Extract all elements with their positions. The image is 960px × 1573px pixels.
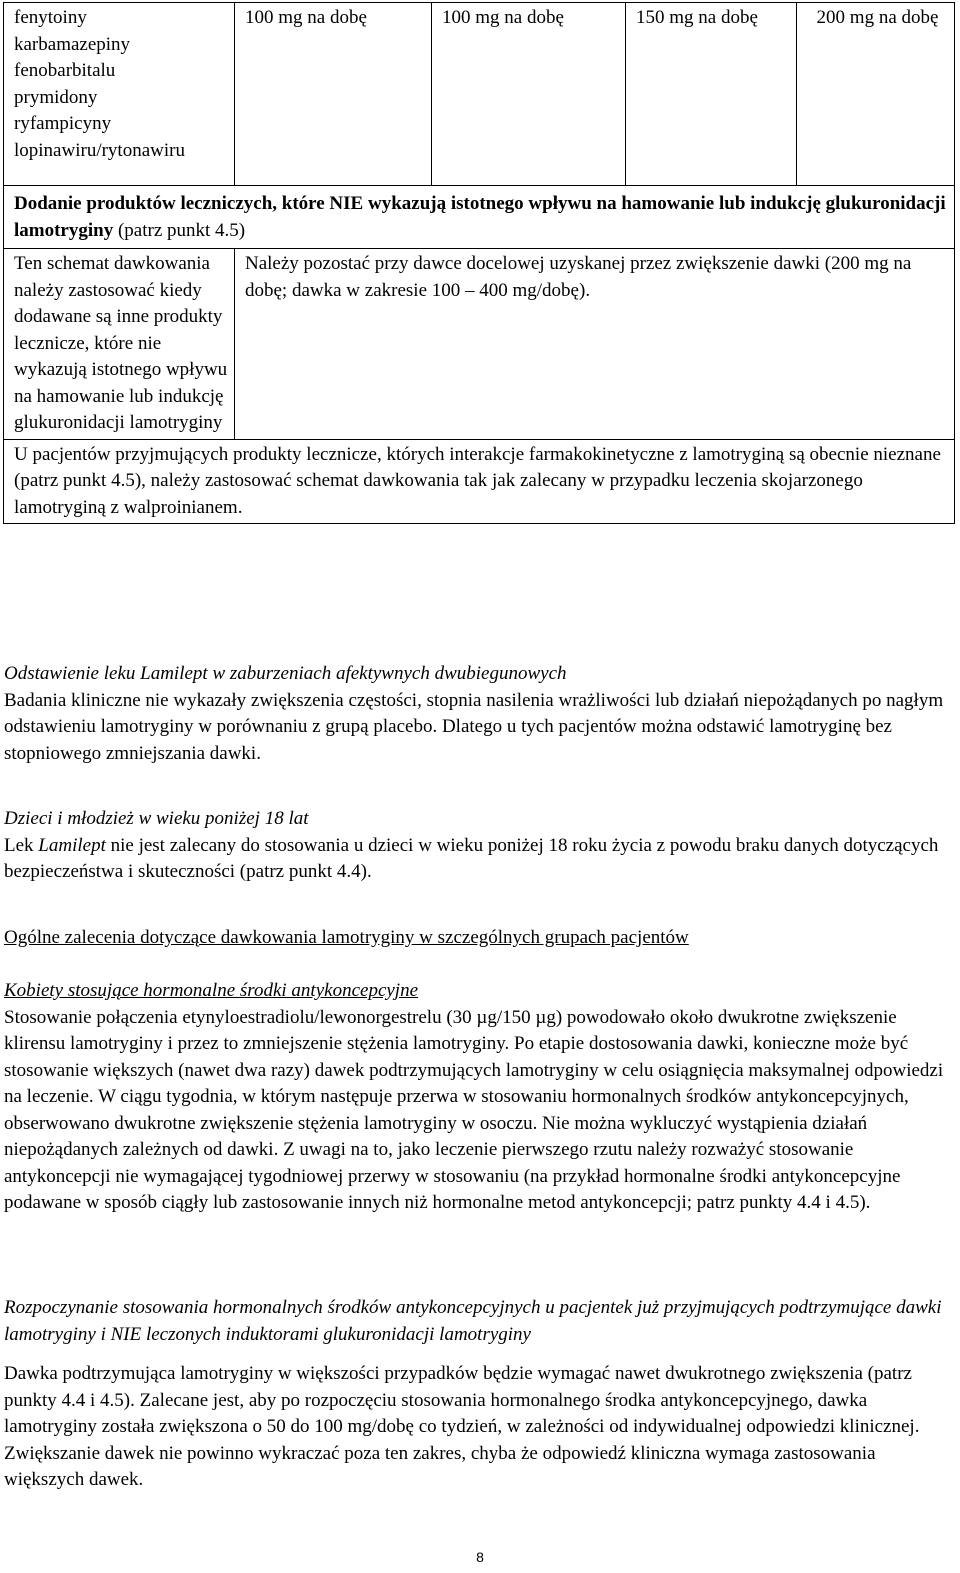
contraceptives-body: Stosowanie połączenia etynyloestradiolu/lewonorgestrelu (30 µg/150 µg) powodowało około dwukrotne zwiększenie klirensu lamotryginy i przez to zmniejszenie stężenia lamotryginy. Po etapie dostosowania dawki, konieczne może być stosowanie większych (nawet dwa razy) dawek podtrzymujących lamotryginy w celu osiągnięcia maksymalnej odpowiedzi na leczenie. W ciągu tygodnia, w którym następuje przerwa w stosowaniu hormonalnych środków antykoncepcyjnych, obserwowano dwukrotne zwiększenie stężenia lamotryginy w osoczu. Nie można wykluczyć wystąpienia działań niepożądanych zależnych od dawki. Z uwagi na to, jako leczenie pierwszego rzutu należy rozważyć stosowanie antykoncepcji nie wymagającej tygodniowej przerwy w stosowaniu (na przykład hormonalne środki antykoncepcyjne podawane w sposób ciągły lub zastosowanie innych niż hormonalne metod antykoncepcji; patrz punkty 4.4 i 4.5). — [4, 1006, 944, 1213]
table-row-unknown-interaction — [4, 439, 955, 524]
children-body-brand: Lamilept — [38, 834, 106, 856]
withdrawal-title: Odstawienie leku Lamilept w zaburzeniach afektywnych dwubiegunowych — [4, 663, 567, 684]
contraceptives-title: Kobiety stosujące hormonalne środki antykoncepcyjne — [4, 980, 419, 1001]
inducer-drug-list: fenytoiny karbamazepiny fenobarbitalu prymidony ryfampicyny lopinawiru/rytonawiru — [4, 3, 235, 186]
contraceptives-section — [4, 978, 954, 1217]
unknown-interaction-note: U pacjentów przyjmujących produkty lecznicze, których interakcje farmakokinetyczne z lamotryginą są obecnie nieznane (patrz punkt 4.5), należy zastosować schemat dawkowania tak jak zalecany w przypadku leczenia skojarzonego lamotryginą z walproinianem. — [4, 439, 955, 524]
starting-body: Dawka podtrzymująca lamotryginy w większości przypadków będzie wymagać nawet dwukrotnego zwiększenia (patrz punkty 4.4 i 4.5). Zalecane jest, aby po rozpoczęciu stosowania hormonalnego środka antykoncepcyjnego, dawka lamotryginy została zwiększona o 50 do 100 mg/dobę co tydzień, w zależności od indywidualnej odpowiedzi klinicznej. Zwiększanie dawek nie powinno wykraczać poza ten zakres, chyba że odpowiedź kliniczna wymaga zastosowania większych dawek. — [4, 1363, 920, 1490]
children-body — [4, 833, 954, 886]
table-row-inducers — [4, 3, 955, 186]
no-interaction-heading — [4, 186, 955, 249]
children-body-post: nie jest zalecany do stosowania u dzieci w wieku poniżej 18 roku życia z powodu braku danych dotyczących bezpieczeństwa i skuteczności (patrz punkt 4.4). — [4, 834, 939, 882]
no-interaction-instruction: Należy pozostać przy dawce docelowej uzyskanej przez zwiększenie dawki (200 mg na dobę; dawka w zakresie 100 – 400 mg/dobę). — [235, 249, 955, 440]
page-number: 8 — [476, 1549, 484, 1565]
no-interaction-heading-bold: Dodanie produktów leczniczych, które NIE wykazują istotnego wpływu na hamowanie lub indukcję glukuronidacji lamotryginy — [14, 193, 946, 241]
general-section — [4, 925, 954, 952]
dose-week-4: 200 mg na dobę — [797, 3, 955, 186]
general-title: Ogólne zalecenia dotyczące dawkowania lamotryginy w szczególnych grupach pacjentów — [4, 927, 689, 948]
dose-week-3: 150 mg na dobę — [626, 3, 797, 186]
table-row-no-interaction-heading — [4, 186, 955, 249]
dose-week-1: 100 mg na dobę — [235, 3, 432, 186]
starting-body-section — [4, 1361, 954, 1494]
starting-section — [4, 1295, 954, 1348]
children-body-pre: Lek — [4, 834, 39, 856]
children-section — [4, 806, 954, 886]
no-interaction-heading-ref: (patrz punkt 4.5) — [113, 219, 246, 241]
dosing-table — [3, 2, 955, 524]
no-interaction-condition: Ten schemat dawkowania należy zastosować kiedy dodawane są inne produkty lecznicze, które nie wykazują istotnego wpływu na hamowanie lub indukcję glukuronidacji lamotryginy — [4, 249, 235, 440]
withdrawal-section — [4, 661, 954, 767]
children-title: Dzieci i młodzież w wieku poniżej 18 lat — [4, 808, 309, 829]
starting-title: Rozpoczynanie stosowania hormonalnych środków antykoncepcyjnych u pacjentek już przyjmujących podtrzymujące dawki lamotryginy i NIE leczonych induktorami glukuronidacji lamotryginy — [4, 1297, 942, 1345]
withdrawal-body: Badania kliniczne nie wykazały zwiększenia częstości, stopnia nasilenia wrażliwości lub działań niepożądanych po nagłym odstawieniu lamotryginy w porównaniu z grupą placebo. Dlatego u tych pacjentów można odstawić lamotryginę bez stopniowego zmniejszania dawki. — [4, 689, 944, 764]
dose-week-2: 100 mg na dobę — [432, 3, 626, 186]
table-row-no-interaction — [4, 249, 955, 440]
